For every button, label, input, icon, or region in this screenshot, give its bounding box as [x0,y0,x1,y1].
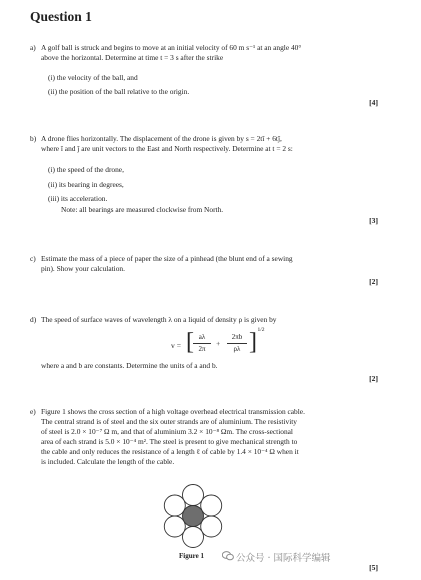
fraction-numerator: 2πb [231,333,243,341]
question-text: above the horizontal. Determine at time t = 3 s after the strike [41,53,224,62]
part-label: d) [30,315,37,324]
aluminium-strand [183,485,204,506]
fraction-denominator: 2π [198,345,206,353]
marks: [5] [369,563,378,572]
part-label: e) [30,407,36,416]
question-text: A golf ball is struck and begins to move at an initial velocity of 60 m s⁻¹ at an angle 40° [41,43,302,52]
watermark-text: 公众号 · 国际科学编辑 [236,553,331,564]
steel-strand [183,506,204,527]
fraction-numerator: aλ [198,333,206,341]
marks: [2] [369,277,378,286]
question-text: where a and b are constants. Determine the units of a and b. [41,361,218,370]
fraction-denominator: ρλ [233,345,241,353]
exponent: 1/2 [257,327,265,333]
fraction-bar [227,343,247,344]
sub-item: (ii) the position of the ball relative to the origin. [48,87,190,96]
question-text: the cable and only reduces the resistance of a length ℓ of cable by 1.4 × 10⁻⁴ Ω when it [41,447,299,456]
sub-item: (ii) its bearing in degrees, [48,180,124,189]
question-text: The speed of surface waves of wavelength λ on a liquid of density ρ is given by [41,315,277,324]
left-bracket: [ [186,329,194,355]
note-text: Note: all bearings are measured clockwise from North. [61,205,224,214]
question-text: area of each strand is 5.0 × 10⁻⁴ m². The steel is present to give mechanical strength to [41,437,298,446]
aluminium-strand [201,516,222,537]
question-text: where î and ĵ are unit vectors to the East and North respectively. Determine at t = 2 s: [41,144,293,153]
sub-item: (i) the speed of the drone, [48,165,124,174]
cable-cross-section-figure [158,483,228,549]
sub-item: (iii) its acceleration. [48,194,108,203]
equation-lhs: v = [171,341,181,350]
figure-caption: Figure 1 [179,552,204,560]
plus-sign: + [216,339,221,348]
marks: [2] [369,374,378,383]
fraction-bar [193,343,211,344]
part-label: b) [30,134,37,143]
question-text: A drone flies horizontally. The displacement of the drone is given by s = 2tî + 6tĵ, [41,134,282,143]
aluminium-strand [201,495,222,516]
right-bracket: ] [249,329,257,355]
question-text: pin). Show your calculation. [41,264,125,273]
question-title: Question 1 [30,9,92,24]
marks: [3] [369,216,378,225]
question-text: Estimate the mass of a piece of paper the size of a pinhead (the blunt end of a sewing [41,254,293,263]
question-text: Figure 1 shows the cross section of a high voltage overhead electrical transmission cable. [41,407,305,416]
question-text: The central strand is of steel and the six outer strands are of aluminium. The resistivity [41,417,298,426]
marks: [4] [369,98,378,107]
wechat-icon [222,551,234,561]
question-text: of steel is 2.0 × 10⁻⁷ Ω m, and that of aluminium 3.2 × 10⁻⁸ Ωm. The cross-sectional [41,427,293,436]
aluminium-strand [164,516,185,537]
question-text: is included. Calculate the length of the cable. [41,457,175,466]
part-label: c) [30,254,36,263]
sub-item: (i) the velocity of the ball, and [48,73,138,82]
aluminium-strand [183,527,204,548]
aluminium-strand [164,495,185,516]
part-label: a) [30,43,36,52]
